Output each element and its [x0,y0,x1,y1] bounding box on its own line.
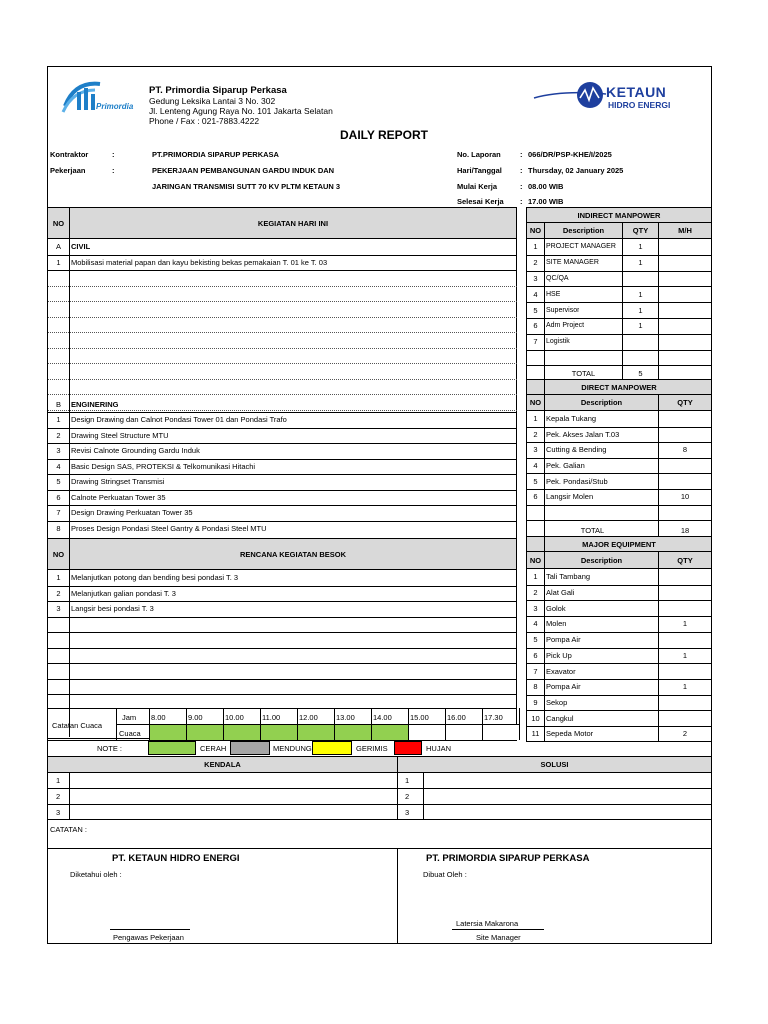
equipment-col-no: NO [527,552,544,568]
legend-gerimis-label: GERIMIS [356,743,388,753]
direct-row-no: 1 [533,414,538,424]
eng-item-no: 3 [56,446,61,456]
kontraktor-value: PT.PRIMORDIA SIPARUP PERKASA [152,150,279,159]
indirect-col-qty: QTY [623,223,658,238]
equipment-row-no: 9 [533,697,538,707]
equipment-row-no: 2 [533,588,538,598]
weather-cell [482,725,519,740]
hour-label: 12.00 [299,712,318,722]
indirect-total-label: TOTAL [571,368,596,378]
direct-row-no: 3 [533,445,538,455]
weather-cell [408,725,445,740]
jam-label: Jam [122,712,137,722]
rencana-item-no: 2 [56,588,61,598]
equipment-row-desc: Sekop [546,697,568,707]
eng-item-no: 1 [56,415,61,425]
hour-label: 11.00 [262,712,281,722]
indirect-row-desc: SITE MANAGER [546,259,599,267]
eng-item-text: Revisi Calnote Grounding Gardu Induk [71,446,200,456]
eng-item-no: 7 [56,508,61,518]
mulai-label: Mulai Kerja [457,182,498,191]
pekerjaan-label: Pekerjaan [50,166,86,175]
indirect-row-no: 6 [533,321,538,331]
equipment-row-no: 8 [533,682,538,692]
eng-item-no: 5 [56,477,61,487]
weather-cell [445,725,482,740]
direct-row-qty: 8 [682,445,688,455]
indirect-col-mh: M/H [659,223,711,238]
weather-cell [334,725,371,740]
hour-label: 15.00 [410,712,429,722]
civil-label: CIVIL [71,242,91,252]
indirect-row-desc: PROJECT MANAGER [546,243,616,251]
indirect-row-desc: Adm Project [546,322,585,330]
direct-row-desc: Pek. Galian [546,461,585,471]
selesai-value: 17.00 WIB [528,197,564,206]
kontraktor-label: Kontraktor [50,150,89,159]
ketaun-logo-text: KETAUN [606,84,667,100]
right-role: Site Manager [476,933,521,942]
equipment-title: MAJOR EQUIPMENT [527,537,711,551]
right-caption: Dibuat Oleh : [423,870,467,879]
equipment-row-desc: Pompa Air [546,635,581,645]
direct-col-desc: Description [545,395,658,410]
eng-item-no: 8 [56,523,61,533]
hari-label: Hari/Tanggal [457,166,502,175]
weather-cell [149,725,186,740]
kegiatan-header: KEGIATAN HARI INI [70,208,516,238]
eng-letter: B [55,400,61,409]
eng-item-no: 4 [56,461,61,471]
legend-hujan-swatch [394,741,422,755]
indirect-row-no: 7 [533,337,538,347]
equipment-row-qty [659,585,711,601]
direct-row-qty [659,427,711,443]
equipment-row-desc: Pick Up [546,650,572,660]
mulai-colon: : [520,182,523,191]
direct-title: DIRECT MANPOWER [527,380,711,394]
equipment-row-qty: 2 [682,729,688,739]
indirect-row-qty: 1 [638,305,643,315]
equipment-row-no: 10 [531,713,540,723]
equipment-row-desc: Alat Gali [546,588,575,598]
indirect-row-qty [623,271,658,287]
catatan-cuaca-label: Catatan Cuaca [52,720,103,730]
direct-row-desc: Pek. Pondasi/Stub [546,476,608,486]
civil-letter: A [55,242,61,252]
legend-cerah-label: CERAH [200,743,227,753]
equipment-row-no: 1 [533,572,538,582]
direct-row-desc: Pek. Akses Jalan T.03 [546,429,620,439]
indirect-row-desc: QC/QA [546,274,569,282]
indirect-row-qty: 1 [638,242,643,252]
indirect-row-qty: 1 [638,321,643,331]
legend-hujan-label: HUJAN [426,743,452,753]
company-address-2: Jl. Lenteng Agung Raya No. 101 Jakarta Selatan [149,106,333,116]
left-company: PT. KETAUN HIDRO ENERGI [112,853,240,864]
direct-row-desc: Kepala Tukang [546,414,597,424]
pekerjaan-colon: : [112,166,115,175]
eng-item-text: Calnote Perkuatan Tower 35 [71,492,166,502]
weather-cell [297,725,334,740]
eng-item-text: Design Drawing Perkuatan Tower 35 [71,508,193,518]
equipment-row-qty [659,695,711,711]
solusi-header: SOLUSI [398,757,711,772]
direct-row-qty [659,458,711,474]
primordia-logo [55,76,145,120]
equipment-row-no: 6 [533,650,538,660]
solusi-row-no: 2 [405,792,410,801]
hour-label: 8.00 [151,712,166,722]
eng-item-text: Design Drawing dan Calnot Pondasi Tower 01 dan Pondasi Trafo [71,415,287,425]
note-label: NOTE : [97,743,123,753]
weather-cell [186,725,223,740]
eng-item-text: Basic Design SAS, PROTEKSI & Telkomunikasi Hitachi [71,461,256,471]
eng-item-no: 2 [56,430,61,440]
ketaun-logo-subtext: HIDRO ENERGI [608,100,671,110]
hari-colon: : [520,166,523,175]
direct-row-desc: Langsir Molen [546,492,594,502]
left-role: Pengawas Pekerjaan [113,933,184,942]
eng-label: ENGINERING [71,400,119,409]
hour-label: 9.00 [188,712,203,722]
hour-label: 16.00 [447,712,466,722]
page-title: DAILY REPORT [339,128,429,142]
indirect-row-no: 3 [533,273,538,283]
rencana-item-text: Melanjutkan galian pondasi T. 3 [71,588,176,598]
kendala-row-no: 1 [56,776,61,785]
equipment-row-desc: Golok [546,603,566,613]
indirect-title: INDIRECT MANPOWER [527,208,711,222]
rencana-item-no: 1 [56,573,61,583]
equipment-row-desc: Molen [546,619,567,629]
direct-row-desc: Cutting & Bending [546,445,607,455]
equipment-row-qty [659,663,711,679]
indirect-col-no: NO [527,223,544,238]
equipment-row-qty: 1 [682,650,688,660]
company-name: PT. Primordia Siparup Perkasa [149,85,287,96]
hour-label: 10.00 [225,712,244,722]
indirect-row-qty [623,334,658,350]
weather-cell [223,725,260,740]
eng-item-text: Drawing Steel Structure MTU [71,430,169,440]
right-company: PT. PRIMORDIA SIPARUP PERKASA [426,853,590,864]
ketaun-logo-icon [532,80,607,110]
kendala-row-no: 2 [56,792,61,801]
rencana-header: RENCANA KEGIATAN BESOK [70,539,516,569]
civil-item-text: Mobilisasi material papan dan kayu bekisting bekas pemakaian T. 01 ke T. 03 [71,257,328,267]
direct-col-qty: QTY [659,395,711,410]
weather-cell [260,725,297,740]
direct-row-no: 6 [533,492,538,502]
indirect-row-no: 4 [533,289,538,299]
rencana-no-header: NO [48,539,69,569]
equipment-row-qty: 1 [682,682,688,692]
equipment-row-desc: Tali Tambang [546,572,591,582]
hour-label: 14.00 [373,712,392,722]
equipment-row-qty [659,600,711,616]
indirect-row-desc: Supervisor [546,306,580,314]
company-phone: Phone / Fax : 021-7883.4222 [149,116,260,126]
direct-row-no: 4 [533,461,538,471]
equipment-row-no: 11 [531,729,540,739]
rencana-item-text: Langsir besi pondasi T. 3 [71,604,154,614]
indirect-row-no: 1 [533,242,538,252]
legend-mendung-label: MENDUNG [273,743,312,753]
equipment-row-qty [659,710,711,726]
legend-mendung-swatch [230,741,270,755]
direct-row-qty [659,411,711,427]
indirect-col-desc: Description [545,223,622,238]
equipment-row-qty [659,632,711,648]
direct-row-qty [659,473,711,489]
indirect-total-value: 5 [638,368,643,378]
equipment-row-qty [659,569,711,585]
direct-total-value: 18 [680,526,690,535]
eng-item-no: 6 [56,492,61,502]
hour-label: 17.30 [484,712,503,722]
equipment-col-qty: QTY [659,552,711,568]
indirect-row-qty: 1 [638,258,643,268]
equipment-row-no: 5 [533,635,538,645]
legend-gerimis-swatch [312,741,352,755]
direct-col-no: NO [527,395,544,410]
indirect-row-desc: Logistik [546,338,570,346]
left-caption: Diketahui oleh : [70,870,122,879]
mulai-value: 08.00 WIB [528,182,564,191]
rencana-item-text: Melanjutkan potong dan bending besi pondasi T. 3 [71,573,239,583]
indirect-row-no: 5 [533,305,538,315]
pekerjaan-value-1: PEKERJAAN PEMBANGUNAN GARDU INDUK DAN [152,166,335,175]
eng-item-text: Drawing Stringset Transmisi [71,477,165,487]
no-laporan-value: 066/DR/PSP-KHE/I/2025 [528,150,612,159]
equipment-row-desc: Cangkul [546,713,574,723]
kendala-header: KENDALA [48,757,397,772]
hari-value: Thursday, 02 January 2025 [528,166,624,175]
direct-row-qty: 10 [680,492,690,502]
direct-row-no: 5 [533,476,538,486]
equipment-row-no: 4 [533,619,538,629]
direct-total-label: TOTAL [580,526,605,535]
equipment-row-desc: Sepeda Motor [546,729,594,739]
kendala-row-no: 3 [56,808,61,817]
eng-item-text: Proses Design Pondasi Steel Gantry & Pondasi Steel MTU [71,523,267,533]
kegiatan-no-header: NO [48,208,69,238]
selesai-label: Selesai Kerja [457,197,504,206]
no-laporan-colon: : [520,150,523,159]
solusi-row-no: 3 [405,808,410,817]
direct-row-no: 2 [533,429,538,439]
pekerjaan-value-2: JARINGAN TRANSMISI SUTT 70 KV PLTM KETAUN 3 [152,182,341,191]
equipment-col-desc: Description [545,552,658,568]
cuaca-row-label: Cuaca [119,728,141,738]
solusi-row-no: 1 [405,776,410,785]
indirect-row-desc: HSE [546,290,561,298]
primordia-logo-text: Primordia [96,102,134,111]
hour-label: 13.00 [336,712,355,722]
rencana-item-no: 3 [56,604,61,614]
equipment-row-qty: 1 [682,619,688,629]
legend-cerah-swatch [148,741,196,755]
indirect-row-no: 2 [533,258,538,268]
catatan-label: CATATAN : [50,824,87,834]
equipment-row-desc: Pompa Air [546,682,581,692]
kontraktor-colon: : [112,150,115,159]
no-laporan-label: No. Laporan [457,150,501,159]
selesai-colon: : [520,197,523,206]
company-address-1: Gedung Leksika Lantai 3 No. 302 [149,96,276,106]
indirect-row-qty: 1 [638,289,643,299]
weather-cell [371,725,408,740]
equipment-row-desc: Exavator [546,666,576,676]
civil-item-no: 1 [56,257,61,267]
right-name: Latersia Makarona [456,919,519,928]
equipment-row-no: 7 [533,666,538,676]
equipment-row-no: 3 [533,603,538,613]
